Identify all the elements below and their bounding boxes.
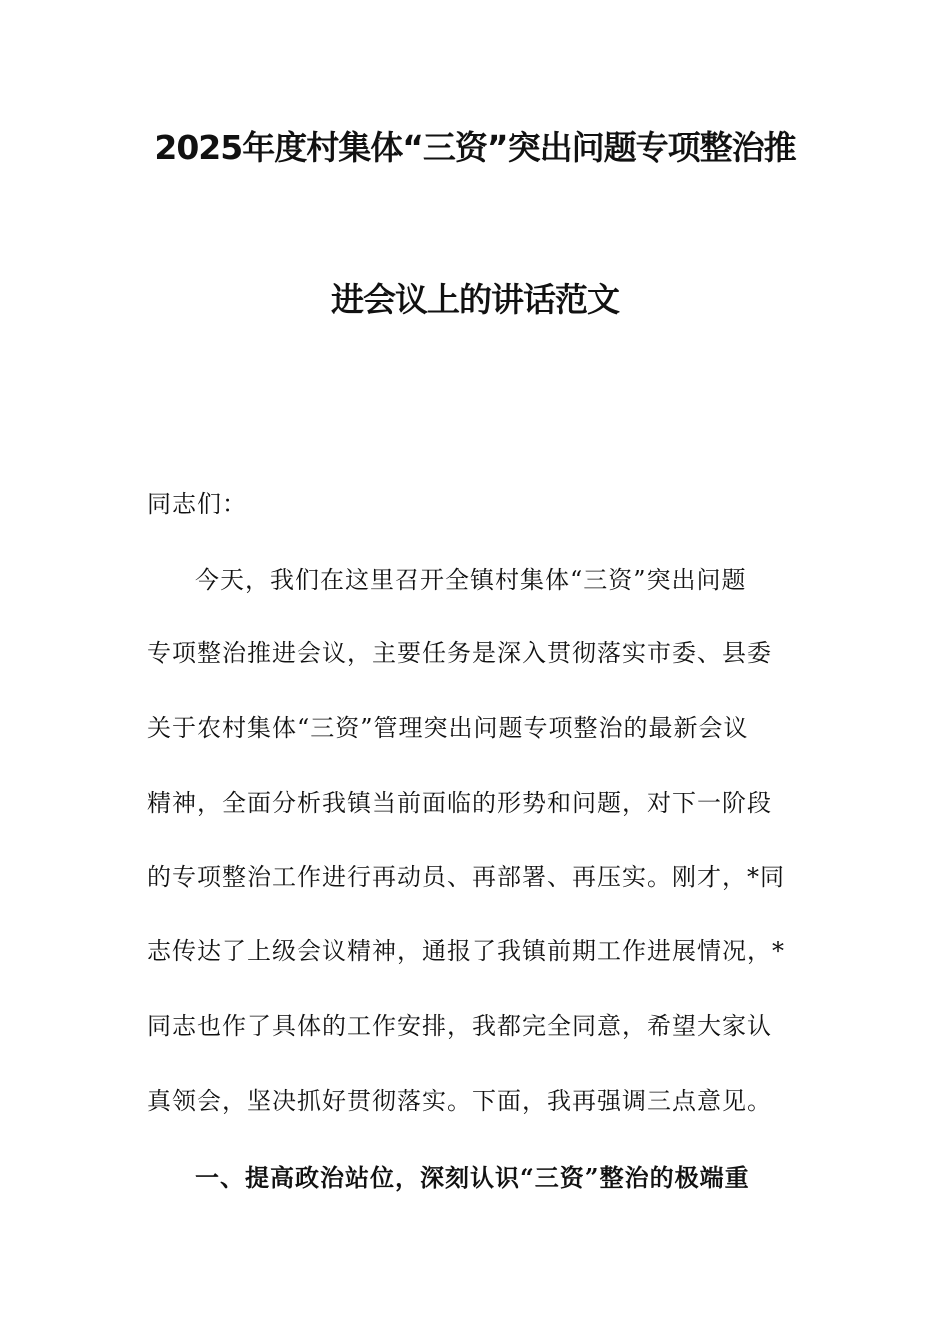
salutation: 同志们： [147,490,247,518]
paragraph-line: 同志也作了具体的工作安排，我都完全同意，希望大家认 [147,1012,772,1040]
paragraph-line: 专项整治推进会议，主要任务是深入贯彻落实市委、县委 [147,639,772,667]
section-heading: 一、提高政治站位，深刻认识“三资”整治的极端重 [195,1163,750,1192]
paragraph-line: 今天，我们在这里召开全镇村集体“三资”突出问题 [195,566,747,594]
document-title-line-1: 2025年度村集体“三资”突出问题专项整治推 [154,128,796,167]
paragraph-line: 关于农村集体“三资”管理突出问题专项整治的最新会议 [147,714,749,742]
paragraph-line: 的专项整治工作进行再动员、再部署、再压实。刚才，*同 [147,863,785,891]
document-title-line-2: 进会议上的讲话范文 [331,280,619,319]
paragraph-line: 精神，全面分析我镇当前面临的形势和问题，对下一阶段 [147,789,772,817]
paragraph-line: 真领会，坚决抓好贯彻落实。下面，我再强调三点意见。 [147,1087,772,1115]
paragraph-line: 志传达了上级会议精神，通报了我镇前期工作进展情况，* [147,937,785,965]
